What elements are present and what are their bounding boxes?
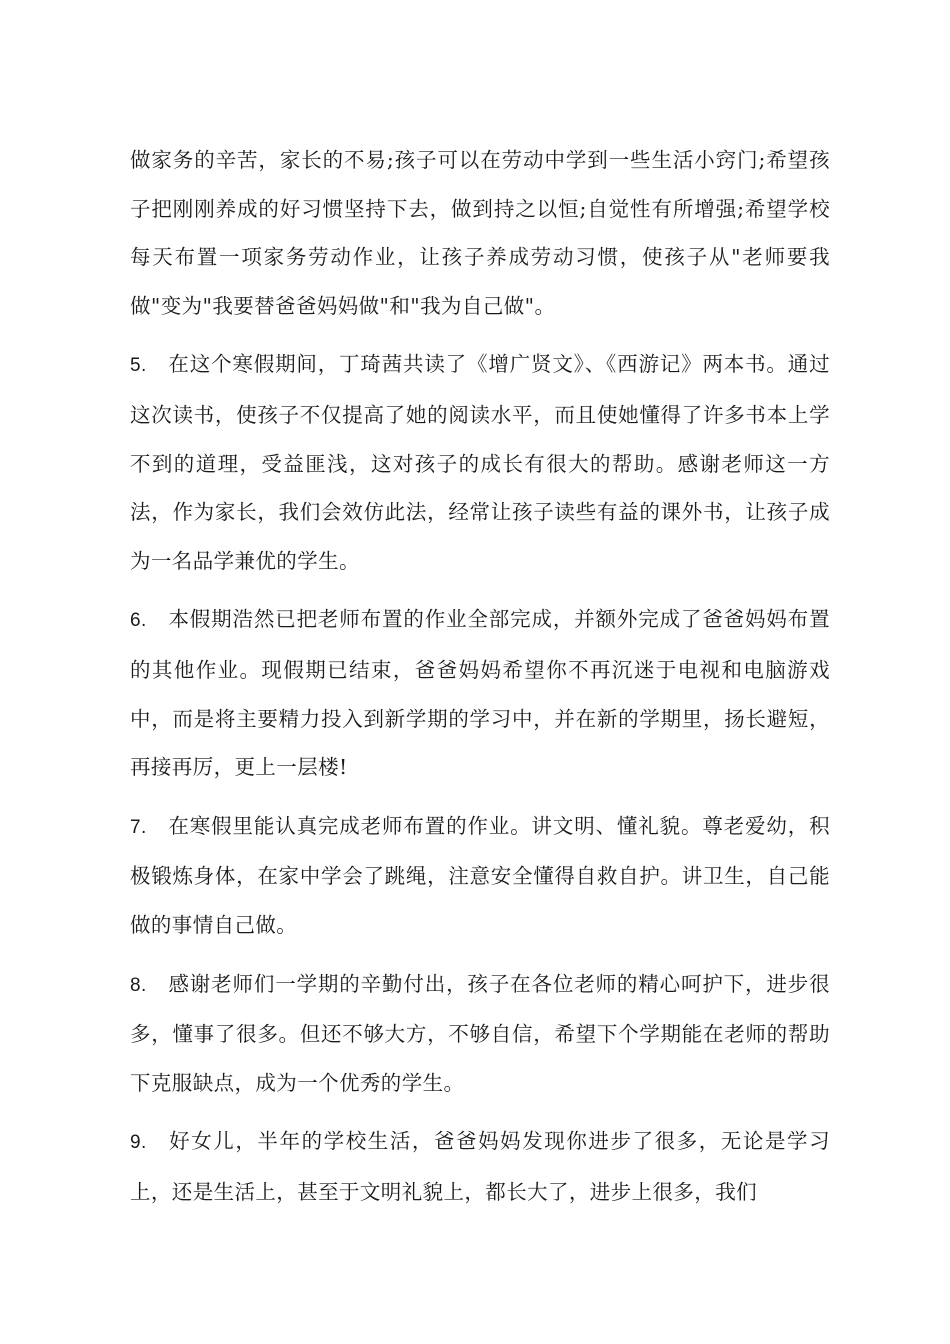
paragraph-continued xyxy=(130,136,830,330)
document-body xyxy=(130,136,830,1226)
paragraph-8 xyxy=(130,960,830,1108)
paragraph-text: 本假期浩然已把老师布置的作业全部完成，并额外完成了爸爸妈妈布置的其他作业。现假期已结束，爸爸妈妈希望你不再沉迷于电视和电脑游戏中，而是将主要精力投入到新学期的学习中，并在新的学期里，扬长避短，再接再厉，更上一层楼! xyxy=(130,607,830,780)
paragraph-text: 好女儿，半年的学校生活，爸爸妈妈发现你进步了很多，无论是学习上，还是生活上，甚至于文明礼貌上，都长大了，进步上很多，我们 xyxy=(130,1129,830,1204)
paragraph-5 xyxy=(130,340,830,585)
paragraph-text: 在这个寒假期间，丁琦茜共读了《增广贤文》、《西游记》两本书。通过这次读书，使孩子不仅提高了她的阅读水平，而且使她懂得了许多书本上学不到的道理，受益匪浅，这对孩子的成长有很大的帮助。感谢老师这一方法，作为家长，我们会效仿此法，经常让孩子读些有益的课外书，让孩子成为一名品学兼优的学生。 xyxy=(130,352,830,573)
paragraph-6 xyxy=(130,595,830,791)
paragraph-7 xyxy=(130,802,830,950)
paragraph-number: 6. xyxy=(130,610,147,632)
paragraph-text: 在寒假里能认真完成老师布置的作业。讲文明、懂礼貌。尊老爱幼，积极锻炼身体，在家中学会了跳绳，注意安全懂得自救自护。讲卫生，自己能做的事情自己做。 xyxy=(130,813,830,937)
paragraph-number: 9. xyxy=(130,1132,147,1154)
paragraph-number: 8. xyxy=(130,974,147,996)
paragraph-9 xyxy=(130,1117,830,1216)
paragraph-number: 7. xyxy=(130,816,147,838)
paragraph-text: 感谢老师们一学期的辛勤付出，孩子在各位老师的精心呵护下，进步很多，懂事了很多。但还不够大方，不够自信，希望下个学期能在老师的帮助下克服缺点，成为一个优秀的学生。 xyxy=(130,971,830,1095)
paragraph-number: 5. xyxy=(130,355,147,377)
paragraph-text: 做家务的辛苦，家长的不易;孩子可以在劳动中学到一些生活小窍门;希望孩子把刚刚养成的好习惯坚持下去，做到持之以恒;自觉性有所增强;希望学校每天布置一项家务劳动作业，让孩子养成劳动习惯，使孩子从"老师要我做"变为"我要替爸爸妈妈做"和"我为自己做"。 xyxy=(130,148,830,318)
